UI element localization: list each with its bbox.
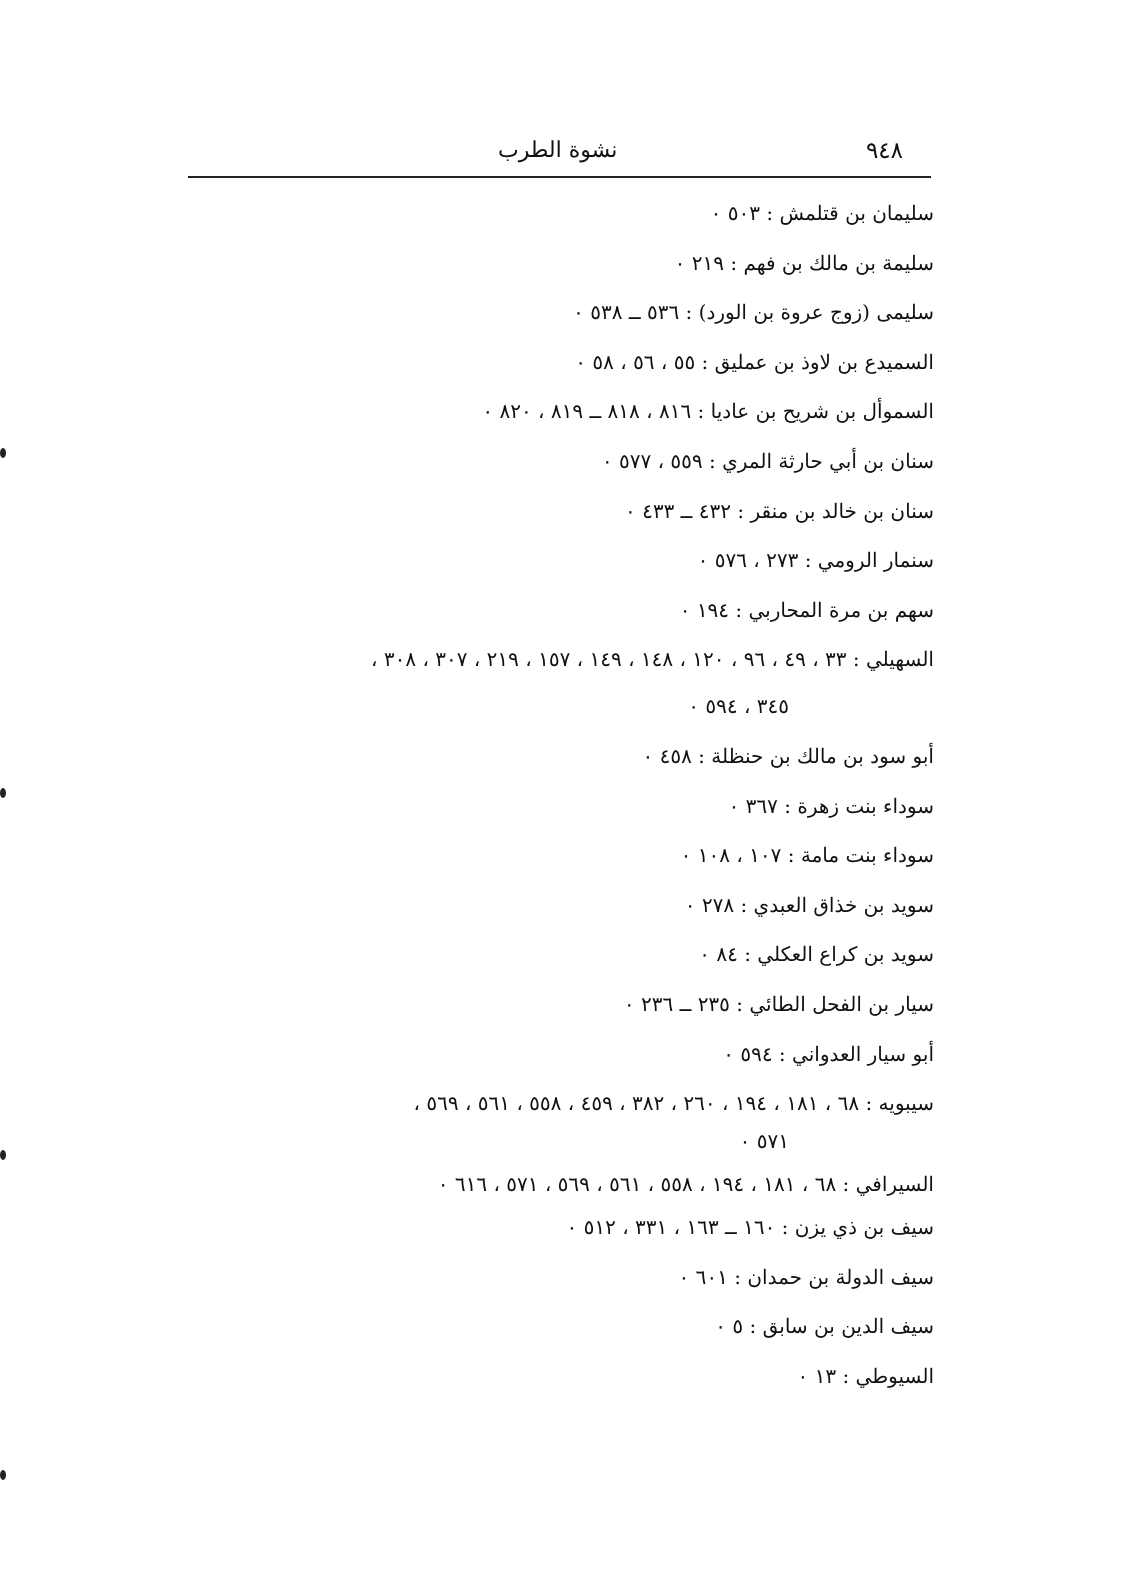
header-rule xyxy=(188,176,931,178)
index-entry: سيف الدين بن سابق : ٥ ٠ xyxy=(715,1314,934,1339)
scan-speck xyxy=(0,788,6,798)
index-entry-continuation: ٣٤٥ ، ٥٩٤ ٠ xyxy=(688,694,789,719)
page-number: ٩٤٨ xyxy=(865,138,903,164)
index-entry: سوداء بنت زهرة : ٣٦٧ ٠ xyxy=(728,793,934,818)
index-entry: سنان بن أبي حارثة المري : ٥٥٩ ، ٥٧٧ ٠ xyxy=(601,448,934,473)
index-entry: السموأل بن شريح بن عاديا : ٨١٦ ، ٨١٨ ــ ٨١٩ ، ٨٢٠ ٠ xyxy=(482,399,934,424)
index-entry: سليمى (زوج عروة بن الورد) : ٥٣٦ ــ ٥٣٨ ٠ xyxy=(573,300,934,325)
index-entry: السيوطي : ١٣ ٠ xyxy=(797,1363,934,1388)
index-entry: أبو سود بن مالك بن حنظلة : ٤٥٨ ٠ xyxy=(642,743,934,768)
index-entry: السيرافي : ٦٨ ، ١٨١ ، ١٩٤ ، ٥٥٨ ، ٥٦١ ، ٥٦٩ ، ٥٧١ ، ٦١٦ ٠ xyxy=(437,1172,934,1197)
index-entry: سليمة بن مالك بن فهم : ٢١٩ ٠ xyxy=(674,250,934,275)
index-entry: سليمان بن قتلمش : ٥٠٣ ٠ xyxy=(710,201,934,225)
index-entry: سوداء بنت مامة : ١٠٧ ، ١٠٨ ٠ xyxy=(680,843,934,868)
index-entry xyxy=(174,642,934,723)
index-entry xyxy=(174,1086,934,1158)
index-entry-line: السهيلي : ٣٣ ، ٤٩ ، ٩٦ ، ١٢٠ ، ١٤٨ ، ١٤٩ ، ١٥٧ ، ٢١٩ ، ٣٠٧ ، ٣٠٨ ، xyxy=(371,647,934,672)
index-entry: سويد بن خذاق العبدي : ٢٧٨ ٠ xyxy=(684,892,934,917)
index-entry: سنان بن خالد بن منقر : ٤٣٢ ــ ٤٣٣ ٠ xyxy=(624,498,934,523)
index-entry-line: سيبويه : ٦٨ ، ١٨١ ، ١٩٤ ، ٢٦٠ ، ٣٨٢ ، ٤٥٩ ، ٥٥٨ ، ٥٦١ ، ٥٦٩ ، xyxy=(413,1091,934,1116)
index-entry: السميدع بن لاوذ بن عمليق : ٥٥ ، ٥٦ ، ٥٨ ٠ xyxy=(575,349,934,374)
index-entry: أبو سيار العدواني : ٥٩٤ ٠ xyxy=(723,1041,934,1066)
page-header xyxy=(188,138,931,174)
index-entry: سيار بن الفحل الطائي : ٢٣٥ ــ ٢٣٦ ٠ xyxy=(623,991,934,1016)
scan-speck xyxy=(0,1470,6,1480)
index-entry: سيف بن ذي يزن : ١٦٠ ــ ١٦٣ ، ٣٣١ ، ٥١٢ ٠ xyxy=(566,1215,934,1240)
index-entry-continuation: ٥٧١ ٠ xyxy=(739,1129,789,1154)
scan-speck xyxy=(0,1150,6,1160)
index-entry: سنمار الرومي : ٢٧٣ ، ٥٧٦ ٠ xyxy=(697,548,934,573)
index-entry: سويد بن كراع العكلي : ٨٤ ٠ xyxy=(699,942,934,967)
index-entries xyxy=(174,196,934,1408)
index-entry: سيف الدولة بن حمدان : ٦٠١ ٠ xyxy=(678,1264,934,1289)
scan-speck xyxy=(0,448,6,458)
book-title: نشوة الطرب xyxy=(498,138,618,163)
index-entry: سهم بن مرة المحاربي : ١٩٤ ٠ xyxy=(679,597,934,622)
